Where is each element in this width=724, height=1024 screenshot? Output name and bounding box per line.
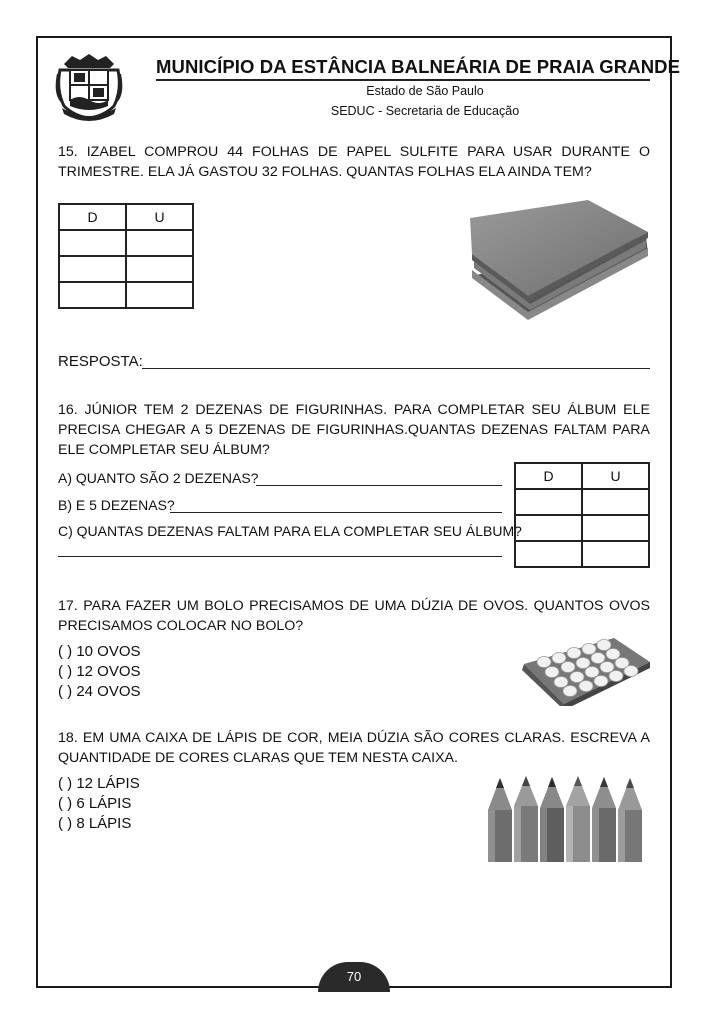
q16-item-b: B) E 5 DEZENAS?: [58, 497, 175, 513]
q18-option[interactable]: ( ) 6 LÁPIS: [58, 795, 132, 812]
q16-cell[interactable]: [582, 515, 649, 541]
paper-stack-image: [468, 196, 650, 320]
q15-cell[interactable]: [59, 230, 126, 256]
q15-cell[interactable]: [126, 282, 193, 308]
q18-option[interactable]: ( ) 8 LÁPIS: [58, 815, 132, 832]
state-name: Estado de São Paulo: [366, 84, 484, 98]
q16-col-u: U: [582, 463, 649, 489]
q15-cell[interactable]: [59, 256, 126, 282]
page-number: 70: [318, 962, 390, 992]
egg-tray-image: [518, 634, 654, 706]
q15-place-value-table: [58, 203, 194, 309]
q16-item-a: A) QUANTO SÃO 2 DEZENAS?: [58, 470, 259, 486]
q16-place-value-table: [514, 462, 650, 568]
q15-answer-line[interactable]: [142, 368, 650, 369]
q16-cell[interactable]: [515, 515, 582, 541]
q15-col-d: D: [59, 204, 126, 230]
q17-option[interactable]: ( ) 24 OVOS: [58, 683, 141, 700]
q17-option[interactable]: ( ) 10 OVOS: [58, 643, 141, 660]
q16-cell[interactable]: [515, 541, 582, 567]
q17-option[interactable]: ( ) 12 OVOS: [58, 663, 141, 680]
question-17-text: 17. PARA FAZER UM BOLO PRECISAMOS DE UMA DÚZIA DE OVOS. QUANTOS OVOS PRECISAMOS COLOCAR NO BOLO?: [58, 598, 650, 634]
question-16-text: 16. JÚNIOR TEM 2 DEZENAS DE FIGURINHAS. PARA COMPLETAR SEU ÁLBUM ELE PRECISA CHEGAR A 5 DEZENAS DE FIGURINHAS.QUANTAS DEZENAS FALTAM PARA ELE COMPLETAR SEU ÁLBUM?: [58, 402, 650, 458]
q18-option[interactable]: ( ) 12 LÁPIS: [58, 775, 140, 792]
question-15-text: 15. IZABEL COMPROU 44 FOLHAS DE PAPEL SULFITE PARA USAR DURANTE O TRIMESTRE. ELA JÁ GASTOU 32 FOLHAS. QUANTAS FOLHAS ELA AINDA TEM?: [58, 144, 650, 180]
q15-cell[interactable]: [59, 282, 126, 308]
q16-item-b-line[interactable]: [170, 512, 502, 513]
municipal-seal-icon: [54, 50, 124, 122]
colored-pencils-image: [486, 774, 642, 862]
q15-cell[interactable]: [126, 230, 193, 256]
question-18-text: 18. EM UMA CAIXA DE LÁPIS DE COR, MEIA DÚZIA SÃO CORES CLARAS. ESCREVA A QUANTIDADE DE CORES CLARAS QUE TEM NESTA CAIXA.: [58, 730, 650, 766]
q15-cell[interactable]: [126, 256, 193, 282]
q15-col-u: U: [126, 204, 193, 230]
q16-cell[interactable]: [582, 541, 649, 567]
municipality-title: MUNICÍPIO DA ESTÂNCIA BALNEÁRIA DE PRAIA GRANDE: [156, 56, 650, 81]
q15-answer-label: RESPOSTA:: [58, 353, 143, 370]
q16-item-c-line[interactable]: [58, 556, 502, 557]
department-name: SEDUC - Secretaria de Educação: [330, 104, 520, 118]
q16-cell[interactable]: [515, 489, 582, 515]
q16-item-c: C) QUANTAS DEZENAS FALTAM PARA ELA COMPLETAR SEU ÁLBUM?: [58, 523, 522, 539]
q16-col-d: D: [515, 463, 582, 489]
q16-cell[interactable]: [582, 489, 649, 515]
q16-item-a-line[interactable]: [256, 485, 502, 486]
